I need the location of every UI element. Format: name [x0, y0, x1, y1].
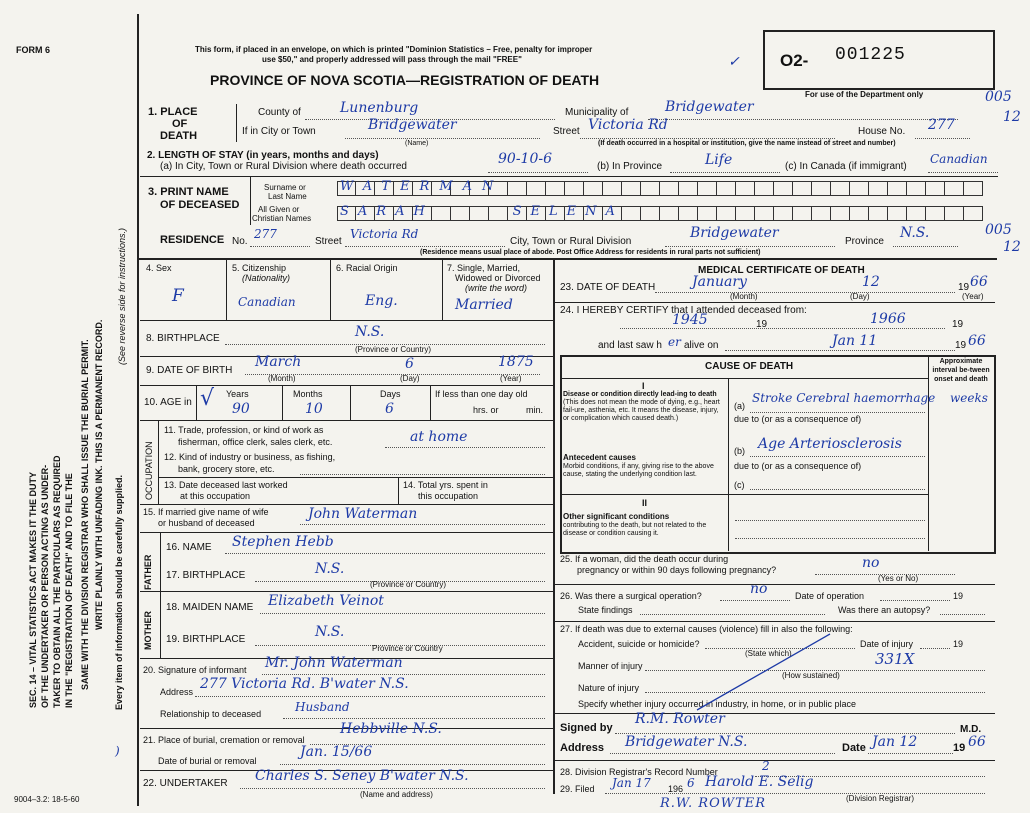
form-title: PROVINCE OF NOVA SCOTIA—REGISTRATION OF DEATH: [210, 72, 600, 88]
autopsy-label: Was there an autopsy?: [838, 605, 931, 615]
side-instruction-3: TAKER TO OBTAIN ALL THE PARTICULARS AS REQUIRED: [52, 455, 62, 708]
age-divider-1: [196, 385, 197, 420]
signed-by-label: Signed by: [560, 722, 613, 734]
attended-from-19: 19: [756, 319, 768, 330]
residence-province-value: N.S.: [900, 225, 930, 241]
total-years-label-2: this occupation: [418, 491, 479, 501]
length-of-stay-label: 2. LENGTH OF STAY (in years, months and days): [147, 150, 379, 161]
antecedent-note: Morbid conditions, if any, giving rise to the above cause, stating the underlying condition last.: [563, 463, 714, 478]
marital-label-1: 7. Single, Married,: [447, 263, 521, 273]
citizenship-divider: [330, 260, 331, 320]
burial-date-value: Jan. 15/66: [300, 744, 373, 760]
certify-label: 24. I HEREBY CERTIFY that I attended deceased from:: [560, 305, 807, 316]
med-rule-28: [555, 760, 995, 761]
department-use-label: For use of the Department only: [805, 90, 924, 99]
stay-city-value: 90-10-6: [498, 151, 552, 167]
father-vertical-label: FATHER: [143, 554, 153, 590]
q27-label: 27. If death was due to external causes (violence) fill in also the following:: [560, 624, 853, 634]
print-name-label-1: 3. PRINT NAME: [148, 186, 229, 198]
county-label: County of: [258, 107, 301, 118]
doctor-name-stamp: R.W. ROWTER: [660, 796, 767, 811]
where-label: Specify whether injury occurred in industry, in home, or in public place: [578, 699, 856, 709]
birthplace-value: N.S.: [355, 324, 385, 340]
stay-canada-value: Canadian: [930, 152, 988, 166]
sex-divider: [226, 260, 227, 320]
roman-ii: II: [642, 498, 648, 508]
side-instruction-7: Every item of information should be carefully supplied.: [114, 474, 124, 710]
place-bracket: [236, 104, 237, 142]
other-conditions-note: contributing to the death, but not related to the disease or condition causing it.: [563, 522, 707, 537]
death-day-caption: (Day): [850, 292, 870, 301]
md-label: M.D.: [960, 724, 982, 735]
med-rule-24: [555, 302, 995, 303]
residence-street-line: [345, 246, 505, 247]
state-findings-label: State findings: [578, 605, 633, 615]
age-label: 10. AGE in: [144, 397, 192, 408]
interval-divider: [928, 356, 929, 551]
left-margin-rule: [137, 14, 139, 806]
op-year-19: 19: [953, 591, 964, 601]
residence-code-1: 005: [985, 222, 1012, 238]
father-name-line: [225, 553, 545, 554]
undertaker-line: [240, 788, 545, 789]
last-saw-year: 66: [968, 333, 986, 349]
row-rule-8: [140, 320, 553, 321]
how-sustained-caption: (How sustained): [782, 671, 840, 680]
interval-label: Approximate interval be-tween onset and death: [932, 358, 990, 383]
place-label-1: 1. PLACE: [148, 106, 198, 118]
stay-city-line: [488, 172, 588, 173]
row-rule-11: [140, 420, 553, 421]
house-line: [915, 138, 970, 139]
city-line: [345, 138, 540, 139]
residence-code-2: 12: [1003, 239, 1021, 255]
trade-line: [385, 447, 545, 448]
row-rule-15: [140, 504, 553, 505]
sex-label: 4. Sex: [146, 263, 172, 273]
dob-month: March: [255, 354, 302, 370]
mother-birthplace-sub: Province or Country: [372, 644, 443, 653]
citizenship-value: Canadian: [238, 295, 296, 309]
undertaker-sub: (Name and address): [360, 790, 433, 799]
less-than-day-label: If less than one day old: [435, 389, 528, 399]
cause-a-interval: weeks: [950, 391, 988, 405]
form-number: FORM 6: [16, 45, 51, 55]
industry-label-1: 12. Kind of industry or business, as fishing,: [164, 452, 336, 462]
row-rule-9: [140, 356, 553, 357]
residence-no-line: [250, 246, 310, 247]
residence-division-value: Bridgewater: [690, 225, 779, 241]
certify-line: [620, 328, 945, 329]
print-code: 9004–3.2: 18-5-60: [14, 795, 80, 804]
birthplace-sub: (Province or Country): [355, 345, 432, 354]
side-instruction-8: (See reverse side for instructions.): [117, 227, 127, 365]
total-years-label-1: 14. Total yrs. spent in: [403, 480, 488, 490]
mother-birthplace-label: 19. BIRTHPLACE: [166, 634, 246, 645]
cause-title: CAUSE OF DEATH: [705, 361, 794, 372]
last-worked-label-1: 13. Date deceased last worked: [164, 480, 288, 490]
racial-value: Eng.: [365, 293, 398, 309]
stay-canada-line: [928, 172, 998, 173]
informant-sig-label: 20. Signature of informant: [143, 665, 247, 675]
spouse-line: [300, 524, 545, 525]
racial-divider: [442, 260, 443, 320]
residence-street-label: Street: [315, 236, 342, 247]
immediate-cause-text: [563, 391, 726, 423]
age-divider-2: [282, 385, 283, 420]
dob-day-caption: (Day): [400, 374, 420, 383]
q25-yes-no: (Yes or No): [878, 574, 919, 583]
last-saw-date: Jan 11: [832, 333, 878, 349]
stay-city-label: (a) In City, Town or Rural Division where death occurred: [160, 161, 407, 172]
informant-sig-line: [262, 674, 545, 675]
injury-date-label: Date of injury: [860, 639, 914, 649]
tick-mark: ✓: [728, 54, 740, 70]
death-year-caption: (Year): [962, 292, 984, 301]
side-instruction-2: OF THE UNDERTAKER OR PERSON ACTING AS UNDER-: [40, 464, 50, 708]
attended-from: 1945: [672, 312, 708, 328]
dob-year-caption: (Year): [500, 374, 522, 383]
age-divider-3: [350, 385, 351, 420]
residence-no-value: 277: [254, 227, 277, 241]
cause-a-label: (a): [734, 401, 745, 411]
father-name-value: Stephen Hebb: [232, 534, 334, 550]
stay-canada-label: (c) In Canada (if immigrant): [785, 161, 907, 172]
residence-province-line: [893, 246, 958, 247]
hrs-label: hrs. or: [473, 405, 499, 415]
municipality-label: Municipality of: [565, 107, 629, 118]
med-rule-27: [555, 621, 995, 622]
record-number-value: 2: [762, 759, 770, 773]
row-rule-18: [140, 591, 553, 592]
relationship-value: Husband: [295, 700, 350, 714]
alive-on-label: alive on: [684, 340, 719, 351]
cause-b-label: (b): [734, 446, 745, 456]
injury-year-19: 19: [953, 639, 964, 649]
hospital-note: (If death occurred in a hospital or institution, give the name instead of street and number): [598, 140, 896, 147]
op-date-label: Date of operation: [795, 591, 865, 601]
age-days-label: Days: [380, 389, 401, 399]
last-saw-19: 19: [955, 340, 967, 351]
nature-label: Nature of injury: [578, 683, 640, 693]
op-date-line: [880, 600, 950, 601]
print-name-label-2: OF DECEASED: [160, 199, 240, 211]
doctor-date-year: 66: [968, 734, 986, 750]
side-instruction-5: SAME WITH THE DIVISION REGISTRAR WHO SHALL ISSUE THE BURIAL PERMIT.: [80, 339, 90, 690]
dob-day: 6: [405, 356, 414, 372]
q25-label-2: pregnancy or within 90 days following pregnancy?: [577, 565, 777, 575]
father-name-label: 16. NAME: [166, 542, 212, 553]
due-to-label-1: due to (or as a consequence of): [734, 414, 862, 424]
min-label: min.: [526, 405, 544, 415]
residence-division-label: City, Town or Rural Division: [510, 236, 632, 247]
med-rule-signed: [555, 713, 995, 714]
dob-label: 9. DATE OF BIRTH: [146, 365, 233, 376]
manner-code: 331X: [875, 650, 915, 668]
parents-divider: [160, 532, 161, 658]
marital-label-2: Widowed or Divorced: [455, 273, 541, 283]
due-to-label-2: due to (or as a consequence of): [734, 461, 862, 471]
age-days-value: 6: [385, 401, 394, 417]
cause-c-label: (c): [734, 480, 745, 490]
registration-prefix: O2-: [780, 51, 809, 70]
surname-value: WATERMAN: [340, 179, 504, 194]
doctor-date-value: Jan 12: [872, 734, 918, 750]
undertaker-label: 22. UNDERTAKER: [143, 778, 228, 789]
given-name-value: SARAH SELENA: [340, 204, 624, 219]
death-day: 12: [862, 274, 880, 290]
state-which-caption: (State which): [745, 649, 792, 658]
immediate-cause-note: (This does not mean the mode of dying, e.g., heart fail-ure, asthenia, etc. It means the disease, injury, or complication which caused death.): [563, 399, 720, 422]
place-label-2: OF: [172, 118, 188, 130]
side-instruction-4: IN THE "REGISTRATION OF DEATH" AND TO FILE THE: [64, 473, 74, 708]
trade-label-2: fisherman, office clerk, sales clerk, etc.: [178, 437, 333, 447]
doctor-address-label: Address: [560, 742, 605, 754]
autopsy-line: [940, 614, 985, 615]
filed-label: 29. Filed: [560, 784, 595, 794]
state-findings-line: [640, 614, 825, 615]
racial-label: 6. Racial Origin: [336, 263, 398, 273]
age-divider-4: [430, 385, 431, 420]
q25-value: no: [862, 555, 880, 571]
citizenship-sub: (Nationality): [242, 273, 291, 283]
given-label-2: Christian Names: [252, 214, 312, 223]
cause-c-line: [750, 489, 925, 490]
last-saw-label: and last saw h: [598, 340, 662, 351]
occupation-divider: [158, 420, 159, 504]
spouse-label-1: 15. If married give name of wife: [143, 507, 269, 517]
age-months-value: 10: [305, 401, 323, 417]
record-number-label: 28. Division Registrar's Record Number: [560, 767, 718, 777]
stay-province-line: [670, 172, 780, 173]
industry-line: [300, 474, 545, 475]
cause-a-value: Stroke Cerebral haemorrhage: [752, 391, 936, 405]
age-years-value: 90: [232, 401, 250, 417]
cause-header-rule: [562, 378, 928, 379]
other-conditions-label: Other significant conditions: [563, 512, 670, 521]
age-check: √: [200, 386, 215, 411]
mother-maiden-label: 18. MAIDEN NAME: [166, 602, 254, 613]
father-birthplace-label: 17. BIRTHPLACE: [166, 570, 246, 581]
residence-label: RESIDENCE: [160, 234, 225, 246]
stay-province-value: Life: [705, 152, 733, 168]
father-birthplace-sub: (Province or Country): [370, 580, 447, 589]
marital-label-3: (write the word): [465, 283, 528, 293]
residence-street-value: Victoria Rd: [350, 227, 419, 241]
residence-province-label: Province: [845, 236, 884, 247]
doctor-date-line: [868, 753, 953, 754]
registrar-signature: Harold E. Selig: [705, 774, 814, 790]
occupation-row-rule: [158, 477, 553, 478]
death-year: 66: [970, 274, 988, 290]
age-months-label: Months: [293, 389, 323, 399]
trade-label-1: 11. Trade, profession, or kind of work as: [164, 425, 324, 435]
street-value: Victoria Rd: [588, 117, 668, 133]
mother-vertical-label: MOTHER: [143, 611, 153, 650]
margin-ink-mark: ): [115, 744, 120, 758]
attended-to-19: 19: [952, 319, 964, 330]
registrar-caption: (Division Registrar): [846, 794, 915, 803]
doctor-address-value: Bridgewater N.S.: [625, 734, 748, 750]
medical-title: MEDICAL CERTIFICATE OF DEATH: [698, 265, 865, 276]
cause-label-divider: [728, 378, 729, 551]
city-name-caption: (Name): [405, 140, 429, 147]
roman-i: I: [642, 381, 645, 391]
side-instruction-1: SEC. 14 – VITAL STATISTICS ACT MAKES IT THE DUTY: [28, 471, 38, 708]
row-rule-16: [140, 532, 553, 533]
filed-year: 6: [687, 776, 695, 790]
manner-label: Manner of injury: [578, 661, 643, 671]
signature-doctor: R.M. Rowter: [635, 711, 725, 727]
death-year-prefix: 19: [958, 282, 970, 293]
q26-line: [720, 600, 790, 601]
mother-maiden-line: [260, 613, 545, 614]
birthplace-label: 8. BIRTHPLACE: [146, 333, 220, 344]
informant-signature: Mr. John Waterman: [265, 655, 403, 671]
burial-place-label: 21. Place of burial, cremation or removal: [143, 735, 305, 745]
house-value: 277: [928, 117, 955, 133]
name-label-divider: [250, 177, 251, 225]
burial-date-line: [280, 764, 545, 765]
injury-date-line: [920, 648, 950, 649]
other-line-1: [735, 520, 925, 521]
residence-note: (Residence means usual place of abode. Post Office Address for residents in rural parts not sufficient): [420, 249, 761, 256]
informant-address-line: [195, 696, 545, 697]
surname-label-1: Surname or: [264, 183, 306, 192]
envelope-note-2: use $50," and properly addressed will pass through the mail "FREE": [262, 55, 522, 64]
trade-value: at home: [410, 429, 468, 445]
section-divider: [137, 258, 997, 260]
q26-value: no: [750, 581, 768, 597]
cause-b-line: [750, 456, 925, 457]
sex-value: F: [172, 286, 184, 306]
department-code-1: 005: [985, 89, 1012, 105]
municipality-value: Bridgewater: [665, 99, 754, 115]
filed-line: [605, 793, 985, 794]
dob-month-caption: (Month): [268, 374, 296, 383]
residence-no-label: No.: [232, 236, 248, 247]
cause-ii-rule: [562, 494, 928, 495]
occupation-vertical-label: OCCUPATION: [144, 441, 154, 500]
spouse-value: John Waterman: [308, 506, 418, 522]
residence-division-line: [665, 246, 835, 247]
mother-maiden-value: Elizabeth Veinot: [268, 593, 384, 609]
last-worked-label-2: at this occupation: [180, 491, 251, 501]
q26-label: 26. Was there a surgical operation?: [560, 591, 702, 601]
burial-date-label: Date of burial or removal: [158, 756, 257, 766]
doctor-date-19: 19: [953, 742, 966, 754]
occupation-col-divider: [398, 477, 399, 504]
death-month: January: [692, 274, 747, 290]
dob-year: 1875: [498, 354, 534, 370]
undertaker-value: Charles S. Seney B'water N.S.: [255, 768, 469, 784]
relationship-line: [283, 718, 545, 719]
street-label: Street: [553, 126, 580, 137]
doctor-address-line: [610, 753, 835, 754]
accident-label: Accident, suicide or homicide?: [578, 639, 700, 649]
strike-line: [695, 632, 835, 712]
cause-a-line: [750, 412, 925, 413]
side-instruction-6: WRITE PLAINLY WITH UNFADING INK. THIS IS A PERMANENT RECORD.: [94, 319, 104, 630]
age-years-label: Years: [226, 389, 249, 399]
county-value: Lunenburg: [340, 100, 419, 116]
death-date-line: [655, 292, 955, 293]
father-birthplace-value: N.S.: [315, 561, 345, 577]
q25-label-1: 25. If a woman, did the death occur during: [560, 554, 729, 564]
doctor-date-label: Date: [842, 742, 866, 754]
envelope-note: This form, if placed in an envelope, on which is printed "Dominion Statistics – Free, penalty for improper: [195, 45, 593, 54]
given-label-1: All Given or: [258, 205, 300, 214]
med-rule-26: [555, 584, 995, 585]
city-label: If in City or Town: [242, 126, 316, 137]
street-line: [580, 138, 835, 139]
spouse-label-2: or husband of deceased: [158, 518, 255, 528]
relationship-label: Relationship to deceased: [160, 709, 262, 719]
citizenship-label: 5. Citizenship: [232, 263, 287, 273]
stay-province-label: (b) In Province: [597, 161, 663, 172]
informant-address: 277 Victoria Rd. B'water N.S.: [200, 676, 409, 692]
filed-year-prefix: 196: [668, 784, 684, 794]
death-month-caption: (Month): [730, 292, 758, 301]
attended-to: 1966: [870, 311, 906, 327]
department-code-2: 12: [1003, 109, 1021, 125]
cause-b-value: Age Arteriosclerosis: [758, 436, 902, 452]
informant-address-label: Address: [160, 687, 194, 697]
filed-date: Jan 17: [612, 776, 651, 790]
marital-value: Married: [455, 297, 513, 313]
place-label-3: DEATH: [160, 130, 198, 142]
surname-label-2: Last Name: [268, 192, 307, 201]
registration-number: 001225: [835, 45, 906, 65]
burial-place-value: Hebbville N.S.: [340, 721, 442, 737]
city-value: Bridgewater: [368, 117, 457, 133]
last-saw-her: er: [668, 335, 681, 349]
antecedent-label: Antecedent causes: [563, 453, 636, 462]
name-top-rule: [140, 176, 998, 177]
industry-label-2: bank, grocery store, etc.: [178, 464, 275, 474]
last-saw-line: [725, 350, 955, 351]
house-label: House No.: [858, 126, 906, 137]
death-date-label: 23. DATE OF DEATH: [560, 282, 656, 293]
mother-birthplace-value: N.S.: [315, 624, 345, 640]
municipality-line: [648, 119, 958, 120]
other-line-2: [735, 538, 925, 539]
immediate-cause-label: Disease or condition directly lead-ing to death: [563, 391, 717, 398]
